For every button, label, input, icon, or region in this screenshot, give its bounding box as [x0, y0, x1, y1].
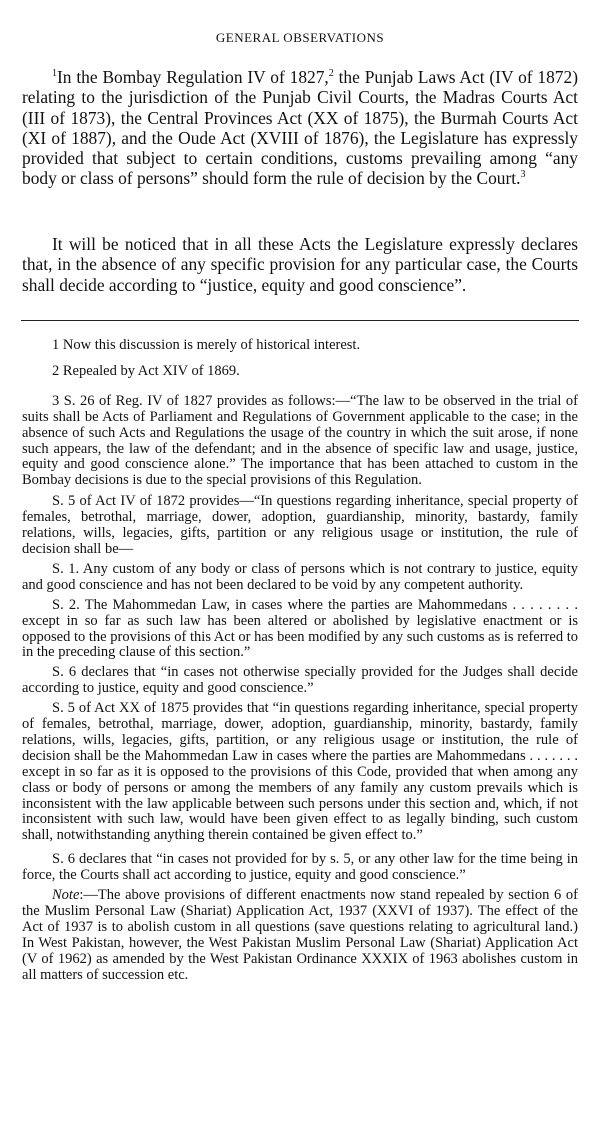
paragraph-intro: [22, 67, 578, 189]
footnote-3: 3 S. 26 of Reg. IV of 1827 provides as follows:—“The law to be observed in the trial of suits shall be Acts of Parliament and Regulations of Government applicable to the case; in the absence of such Acts and Regulations the usage of the country in which the suit arose, if none such appears, the law of the defendant; and in the absence of specific law and usage, justice, equity and good conscience alone.” The importance that has been attached to custom in the Bombay decisions is due to the special provisions of this Regulation.: [22, 392, 578, 489]
paragraph-intro-text-b: the Punjab Laws Act (IV of 1872) relating to the jurisdiction of the Punjab Civil Courts, the Madras Courts Act (III of 1873), the Central Provinces Act (XX of 1875), the Burmah Courts Act (XI of 1887), and the Oude Act (XVIII of 1876), the Legislature has expressly provided that subject to certain conditions, customs prevailing among “any body or class of persons” should form the rule of decision by the Court.: [22, 67, 578, 189]
act-xx-1875-section-6: S. 6 declares that “in cases not provided for by s. 5, or any other law for the time being in force, the Courts shall act according to justice, equity and good conscience.”: [22, 851, 578, 884]
act-iv-1872-clause-2: S. 2. The Mahommedan Law, in cases where the parties are Mahommedans . . . . . . . . except in so far as such law has been altered or abolished by legislative enactment or is opposed to the provisions of this Act or has been modified by any such customs as is referred to in the preceding clause of this section.”: [22, 596, 578, 661]
running-header: GENERAL OBSERVATIONS: [215, 30, 385, 45]
footnotes: [22, 338, 578, 984]
paragraph-intro-text-a: In the Bombay Regulation IV of 1827,: [57, 67, 329, 87]
note-label: Note: [52, 887, 80, 904]
footnote-ref-2: 2: [328, 68, 334, 79]
footnote-ref-1: 1: [52, 68, 57, 79]
footnote-ref-3: 3: [520, 169, 526, 181]
paragraph-acts-text: It will be noticed that in all these Acts the Legislature expressly declares that, in the absence of any specific provision for any particular case, the Courts shall decide according to “justice, equity and good conscience”.: [22, 234, 578, 295]
act-xx-1875-section-5: S. 5 of Act XX of 1875 provides that “in questions regarding inheritance, special property of females, betrothal, marriage, dower, adoption, guardianship, minority, bastardy, family relations, wills, legacies, gifts, partition, or any religious usage or institution, the rule of decision shall be the Mahommedan Law in cases where the parties are Mahommedans . . . . . . . except in so far as it is opposed to the provisions of this Code, provided that when among any class or body of persons or among the members of any family any custom prevails which is inconsistent with the law applicable between such persons under this section and, which, if not inconsistent with such law, would have been given effect to as legally binding, such custom shall, notwithstanding anything therein contained be given effect to.”: [22, 700, 578, 844]
act-iv-1872-clause-1: S. 1. Any custom of any body or class of persons which is not contrary to justice, equity and good conscience and has not been declared to be void by any competent authority.: [22, 560, 578, 593]
paragraph-acts: [22, 234, 578, 295]
note-text: :—The above provisions of different enactments now stand repealed by section 6 of the Muslim Personal Law (Shariat) Application Act, 1937 (XXVI of 1937). The effect of the Act of 1937 is to abolish custom in all questions (save questions relating to agricultural land.) In West Pakistan, however, the West Pakistan Muslim Personal Law (Shariat) Application Act (V of 1962) as amended by the West Pakistan Ordinance XXXIX of 1963 abolishes custom in all matters of succession etc.: [22, 887, 578, 983]
act-iv-1872-section-5: S. 5 of Act IV of 1872 provides—“In questions regarding inheritance, special property of females, betrothal, marriage, dower, adoption, guardianship, minority, bastardy, family relations, wills, legacies, gifts, partition or any religious usage or institution, the rule of decision shall be—: [22, 493, 578, 557]
act-iv-1872-section-6: S. 6 declares that “in cases not otherwise specially provided for the Judges shall decide according to justice, equity and good conscience.”: [22, 664, 578, 697]
footnote-2: 2 Repealed by Act XIV of 1869.: [52, 362, 240, 379]
repeal-note: [22, 888, 578, 983]
footnote-1: 1 Now this discussion is merely of historical interest.: [52, 337, 361, 353]
footnote-divider: [21, 320, 579, 321]
